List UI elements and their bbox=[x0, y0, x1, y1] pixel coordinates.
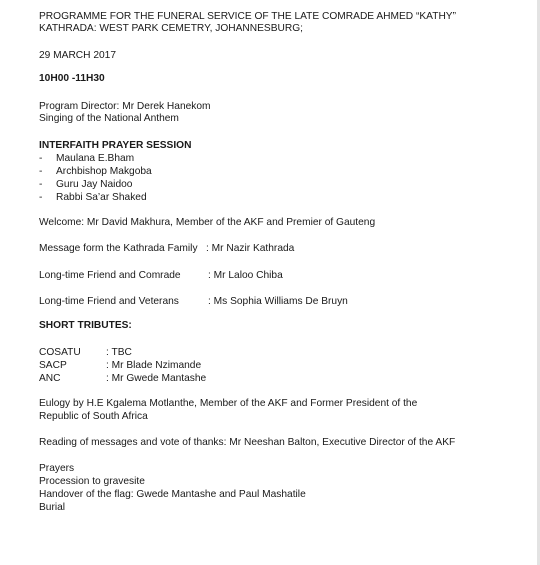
programme-title-line-1: PROGRAMME FOR THE FUNERAL SERVICE OF THE LATE COMRADE AHMED “KATHY” bbox=[39, 11, 456, 22]
speaker-role: Message form the Kathrada Family bbox=[39, 243, 198, 254]
list-item: Rabbi Sa’ar Shaked bbox=[56, 192, 147, 203]
list-bullet: - bbox=[39, 166, 43, 177]
tribute-org: COSATU bbox=[39, 347, 81, 358]
eulogy-line-1: Eulogy by H.E Kgalema Motlanthe, Member of the AKF and Former President of the bbox=[39, 398, 418, 409]
closing-item: Procession to gravesite bbox=[39, 476, 145, 487]
closing-item: Prayers bbox=[39, 463, 75, 474]
welcome-line: Welcome: Mr David Makhura, Member of the AKF and Premier of Gauteng bbox=[39, 217, 376, 228]
short-tributes-heading: SHORT TRIBUTES: bbox=[39, 320, 132, 331]
programme-time: 10H00 -11H30 bbox=[39, 73, 105, 84]
speaker-role: Long-time Friend and Comrade bbox=[39, 270, 181, 281]
speaker-name: : Ms Sophia Williams De Bruyn bbox=[208, 296, 348, 307]
speaker-name: : Mr Laloo Chiba bbox=[208, 270, 283, 281]
closing-item: Burial bbox=[39, 502, 66, 513]
list-bullet: - bbox=[39, 192, 43, 203]
list-bullet: - bbox=[39, 179, 43, 190]
speaker-role: Long-time Friend and Veterans bbox=[39, 296, 179, 307]
list-item: Archbishop Makgoba bbox=[56, 166, 152, 177]
messages-line: Reading of messages and vote of thanks: Mr Neeshan Balton, Executive Director of the AKF bbox=[39, 437, 456, 448]
programme-date: 29 MARCH 2017 bbox=[39, 50, 117, 61]
prayer-session-heading: INTERFAITH PRAYER SESSION bbox=[39, 140, 192, 151]
tribute-name: : Mr Gwede Mantashe bbox=[106, 373, 207, 384]
closing-item: Handover of the flag: Gwede Mantashe and Paul Mashatile bbox=[39, 489, 306, 500]
program-director: Program Director: Mr Derek Hanekom bbox=[39, 101, 211, 112]
national-anthem: Singing of the National Anthem bbox=[39, 113, 179, 124]
tribute-org: ANC bbox=[39, 373, 61, 384]
list-item: Guru Jay Naidoo bbox=[56, 179, 133, 190]
list-item: Maulana E.Bham bbox=[56, 153, 135, 164]
speaker-name: : Mr Nazir Kathrada bbox=[206, 243, 295, 254]
tribute-name: : TBC bbox=[106, 347, 132, 358]
tribute-org: SACP bbox=[39, 360, 67, 371]
eulogy-line-2: Republic of South Africa bbox=[39, 411, 148, 422]
programme-title-line-2: KATHRADA: WEST PARK CEMETRY, JOHANNESBURG; bbox=[39, 23, 303, 34]
list-bullet: - bbox=[39, 153, 43, 164]
tribute-name: : Mr Blade Nzimande bbox=[106, 360, 202, 371]
